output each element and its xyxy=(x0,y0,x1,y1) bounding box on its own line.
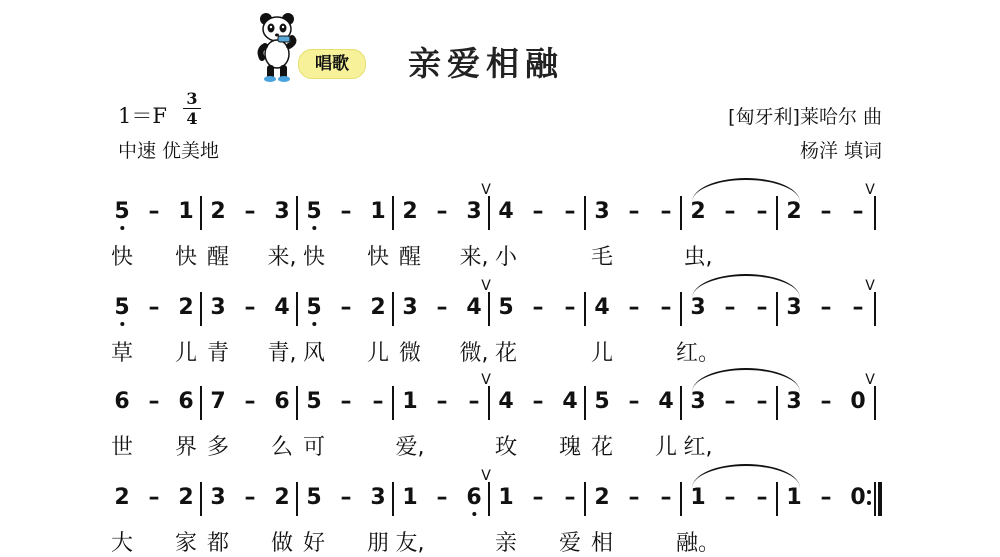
dash-note: – xyxy=(532,199,544,224)
dash-note: – xyxy=(660,199,672,224)
tie-arc xyxy=(692,368,800,392)
note: 3 xyxy=(594,199,610,224)
barline xyxy=(296,196,298,230)
note: 3 xyxy=(370,485,386,510)
lyric-syllable: 醒 xyxy=(206,245,230,270)
barline xyxy=(392,386,394,420)
dash-note: – xyxy=(436,389,448,414)
breath-mark: V xyxy=(481,278,491,294)
key-signature: 1＝F xyxy=(118,104,167,128)
note: 2 xyxy=(178,295,194,320)
dash-note: – xyxy=(724,199,736,224)
dash-note: – xyxy=(724,485,736,510)
barline xyxy=(392,482,394,516)
barline xyxy=(200,482,202,516)
lyric-syllable: 花 xyxy=(590,435,614,460)
note: 2 xyxy=(274,485,290,510)
low-octave-dot xyxy=(472,512,476,516)
dash-note: – xyxy=(724,389,736,414)
note: 3 xyxy=(210,485,226,510)
song-title: 亲爱相融 xyxy=(408,44,564,83)
lyric-syllable: 瑰 xyxy=(558,435,582,460)
lyric-syllable: 融。 xyxy=(675,531,721,556)
end-barline xyxy=(874,196,876,230)
note: 1 xyxy=(370,199,386,224)
repeat-end-barline xyxy=(874,482,880,516)
lyric-syllable: 家 xyxy=(174,531,198,556)
barline xyxy=(584,386,586,420)
note: 2 xyxy=(114,485,130,510)
note: 6 xyxy=(466,486,481,510)
barline xyxy=(680,292,682,326)
note: 5 xyxy=(498,295,514,320)
lyric-syllable: 儿 xyxy=(654,435,678,460)
note: 1 xyxy=(402,389,418,414)
dash-note: – xyxy=(436,485,448,510)
note: 2 xyxy=(370,295,386,320)
score-row xyxy=(110,278,884,366)
dash-note: – xyxy=(628,199,640,224)
note: 3 xyxy=(786,295,802,320)
barline xyxy=(488,196,490,230)
lyric-syllable: 花 xyxy=(494,341,518,366)
score-row xyxy=(110,372,884,460)
dash-note: – xyxy=(564,485,576,510)
note: 1 xyxy=(402,485,418,510)
lyric-syllable: 世 xyxy=(110,435,134,460)
lyric-syllable: 亲 xyxy=(494,531,518,556)
lyric-syllable: 微, xyxy=(459,341,489,366)
lyric-syllable: 玫 xyxy=(494,435,518,460)
dash-note: – xyxy=(244,295,256,320)
lyric-syllable: 都 xyxy=(206,531,230,556)
note: 3 xyxy=(786,389,802,414)
low-octave-dot xyxy=(120,322,124,326)
note: 2 xyxy=(178,485,194,510)
dash-note: – xyxy=(340,199,352,224)
dash-note: – xyxy=(756,485,768,510)
note: 3 xyxy=(210,295,226,320)
dash-note: – xyxy=(532,485,544,510)
barline xyxy=(680,482,682,516)
tie-arc xyxy=(692,274,800,298)
dash-note: – xyxy=(436,199,448,224)
tempo-marking: 中速 优美地 xyxy=(118,140,220,162)
lyric-syllable: 小 xyxy=(494,245,518,270)
note: 1 xyxy=(498,485,514,510)
note: 5 xyxy=(114,296,129,320)
note: 4 xyxy=(498,199,514,224)
barline xyxy=(296,292,298,326)
dash-note: – xyxy=(820,199,832,224)
dash-note: – xyxy=(564,295,576,320)
note: 4 xyxy=(562,389,578,414)
dash-note: – xyxy=(756,199,768,224)
lyric-syllable: 风 xyxy=(302,341,326,366)
tie-arc xyxy=(692,464,800,488)
barline xyxy=(584,196,586,230)
lyric-syllable: 大 xyxy=(110,531,134,556)
barline xyxy=(488,292,490,326)
note: 3 xyxy=(690,389,706,414)
lyric-syllable: 儿 xyxy=(590,341,614,366)
note: 2 xyxy=(210,199,226,224)
note: 6 xyxy=(114,389,130,414)
lyric-syllable: 友, xyxy=(395,531,425,556)
dash-note: – xyxy=(660,295,672,320)
time-signature-bottom: 4 xyxy=(186,109,198,128)
note: 0 xyxy=(850,389,866,414)
note: 3 xyxy=(274,199,290,224)
note: 2 xyxy=(594,485,610,510)
lyric-syllable: 红。 xyxy=(675,341,721,366)
note: 2 xyxy=(786,199,802,224)
lyric-syllable: 微 xyxy=(398,341,422,366)
dash-note: – xyxy=(820,295,832,320)
end-barline xyxy=(874,292,876,326)
note: 1 xyxy=(786,485,802,510)
dash-note: – xyxy=(628,295,640,320)
composer-credit: [匈牙利]莱哈尔 曲 xyxy=(728,106,882,128)
dash-note: – xyxy=(468,389,480,414)
dash-note: – xyxy=(436,295,448,320)
note: 5 xyxy=(306,485,322,510)
barline xyxy=(680,196,682,230)
barline xyxy=(296,482,298,516)
dash-note: – xyxy=(756,295,768,320)
note: 4 xyxy=(594,295,610,320)
low-octave-dot xyxy=(312,322,316,326)
lyric-syllable: 做 xyxy=(270,531,294,556)
dash-note: – xyxy=(852,199,864,224)
lyric-syllable: 儿 xyxy=(174,341,198,366)
barline xyxy=(488,482,490,516)
tie-arc xyxy=(692,178,800,202)
score-row xyxy=(110,182,884,270)
lyric-syllable: 相 xyxy=(590,531,614,556)
lyric-syllable: 毛 xyxy=(590,245,614,270)
lyricist-credit: 杨洋 填词 xyxy=(799,140,882,162)
lyric-syllable: 么 xyxy=(270,435,294,460)
note: 6 xyxy=(274,389,290,414)
time-signature-top: 3 xyxy=(186,89,198,108)
breath-mark: V xyxy=(865,182,875,198)
lyric-syllable: 醒 xyxy=(398,245,422,270)
note: 3 xyxy=(466,199,482,224)
lyric-syllable: 界 xyxy=(174,435,198,460)
dash-note: – xyxy=(148,485,160,510)
barline xyxy=(392,292,394,326)
score-row xyxy=(110,468,884,556)
dash-note: – xyxy=(628,389,640,414)
low-octave-dot xyxy=(312,226,316,230)
lyric-syllable: 红, xyxy=(683,435,713,460)
dash-note: – xyxy=(852,295,864,320)
dash-note: – xyxy=(340,295,352,320)
dash-note: – xyxy=(148,295,160,320)
breath-mark: V xyxy=(865,278,875,294)
note: 4 xyxy=(658,389,674,414)
lyric-syllable: 虫, xyxy=(683,245,713,270)
breath-mark: V xyxy=(481,372,491,388)
note: 3 xyxy=(690,295,706,320)
lyric-syllable: 多 xyxy=(206,435,230,460)
end-barline xyxy=(874,386,876,420)
lyric-syllable: 来, xyxy=(459,245,489,270)
note: 7 xyxy=(210,389,226,414)
dash-note: – xyxy=(532,295,544,320)
note: 3 xyxy=(402,295,418,320)
lyric-syllable: 好 xyxy=(302,531,326,556)
time-signature xyxy=(183,90,201,127)
note: 5 xyxy=(114,200,129,224)
note: 6 xyxy=(178,389,194,414)
note: 5 xyxy=(306,200,321,224)
note: 2 xyxy=(402,199,418,224)
barline xyxy=(200,292,202,326)
dash-note: – xyxy=(724,295,736,320)
dash-note: – xyxy=(532,389,544,414)
note: 4 xyxy=(274,295,290,320)
dash-note: – xyxy=(148,199,160,224)
note: 1 xyxy=(178,199,194,224)
dash-note: – xyxy=(820,389,832,414)
dash-note: – xyxy=(340,485,352,510)
note: 5 xyxy=(594,389,610,414)
note: 2 xyxy=(690,199,706,224)
singing-badge: 唱歌 xyxy=(298,49,366,79)
dash-note: – xyxy=(756,389,768,414)
low-octave-dot xyxy=(120,226,124,230)
dash-note: – xyxy=(820,485,832,510)
dash-note: – xyxy=(340,389,352,414)
dash-note: – xyxy=(564,199,576,224)
breath-mark: V xyxy=(481,182,491,198)
dash-note: – xyxy=(372,389,384,414)
dash-note: – xyxy=(628,485,640,510)
note: 0 xyxy=(850,485,866,510)
lyric-syllable: 可 xyxy=(302,435,326,460)
lyric-syllable: 青 xyxy=(206,341,230,366)
breath-mark: V xyxy=(865,372,875,388)
lyric-syllable: 来, xyxy=(267,245,297,270)
barline xyxy=(584,482,586,516)
lyric-syllable: 青, xyxy=(267,341,297,366)
barline xyxy=(200,196,202,230)
lyric-syllable: 快 xyxy=(110,245,134,270)
breath-mark: V xyxy=(481,468,491,484)
dash-note: – xyxy=(660,485,672,510)
lyric-syllable: 爱, xyxy=(395,435,425,460)
dash-note: – xyxy=(244,199,256,224)
dash-note: – xyxy=(244,389,256,414)
note: 1 xyxy=(690,485,706,510)
lyric-syllable: 快 xyxy=(302,245,326,270)
note: 4 xyxy=(466,295,482,320)
barline xyxy=(392,196,394,230)
barline xyxy=(488,386,490,420)
note: 5 xyxy=(306,389,322,414)
barline xyxy=(584,292,586,326)
dash-note: – xyxy=(244,485,256,510)
barline xyxy=(200,386,202,420)
dash-note: – xyxy=(148,389,160,414)
note: 4 xyxy=(498,389,514,414)
panda-mascot-icon xyxy=(254,10,300,82)
lyric-syllable: 儿 xyxy=(366,341,390,366)
lyric-syllable: 快 xyxy=(366,245,390,270)
barline xyxy=(296,386,298,420)
barline xyxy=(680,386,682,420)
lyric-syllable: 爱 xyxy=(558,531,582,556)
lyric-syllable: 快 xyxy=(174,245,198,270)
lyric-syllable: 朋 xyxy=(366,531,390,556)
lyric-syllable: 草 xyxy=(110,341,134,366)
note: 5 xyxy=(306,296,321,320)
